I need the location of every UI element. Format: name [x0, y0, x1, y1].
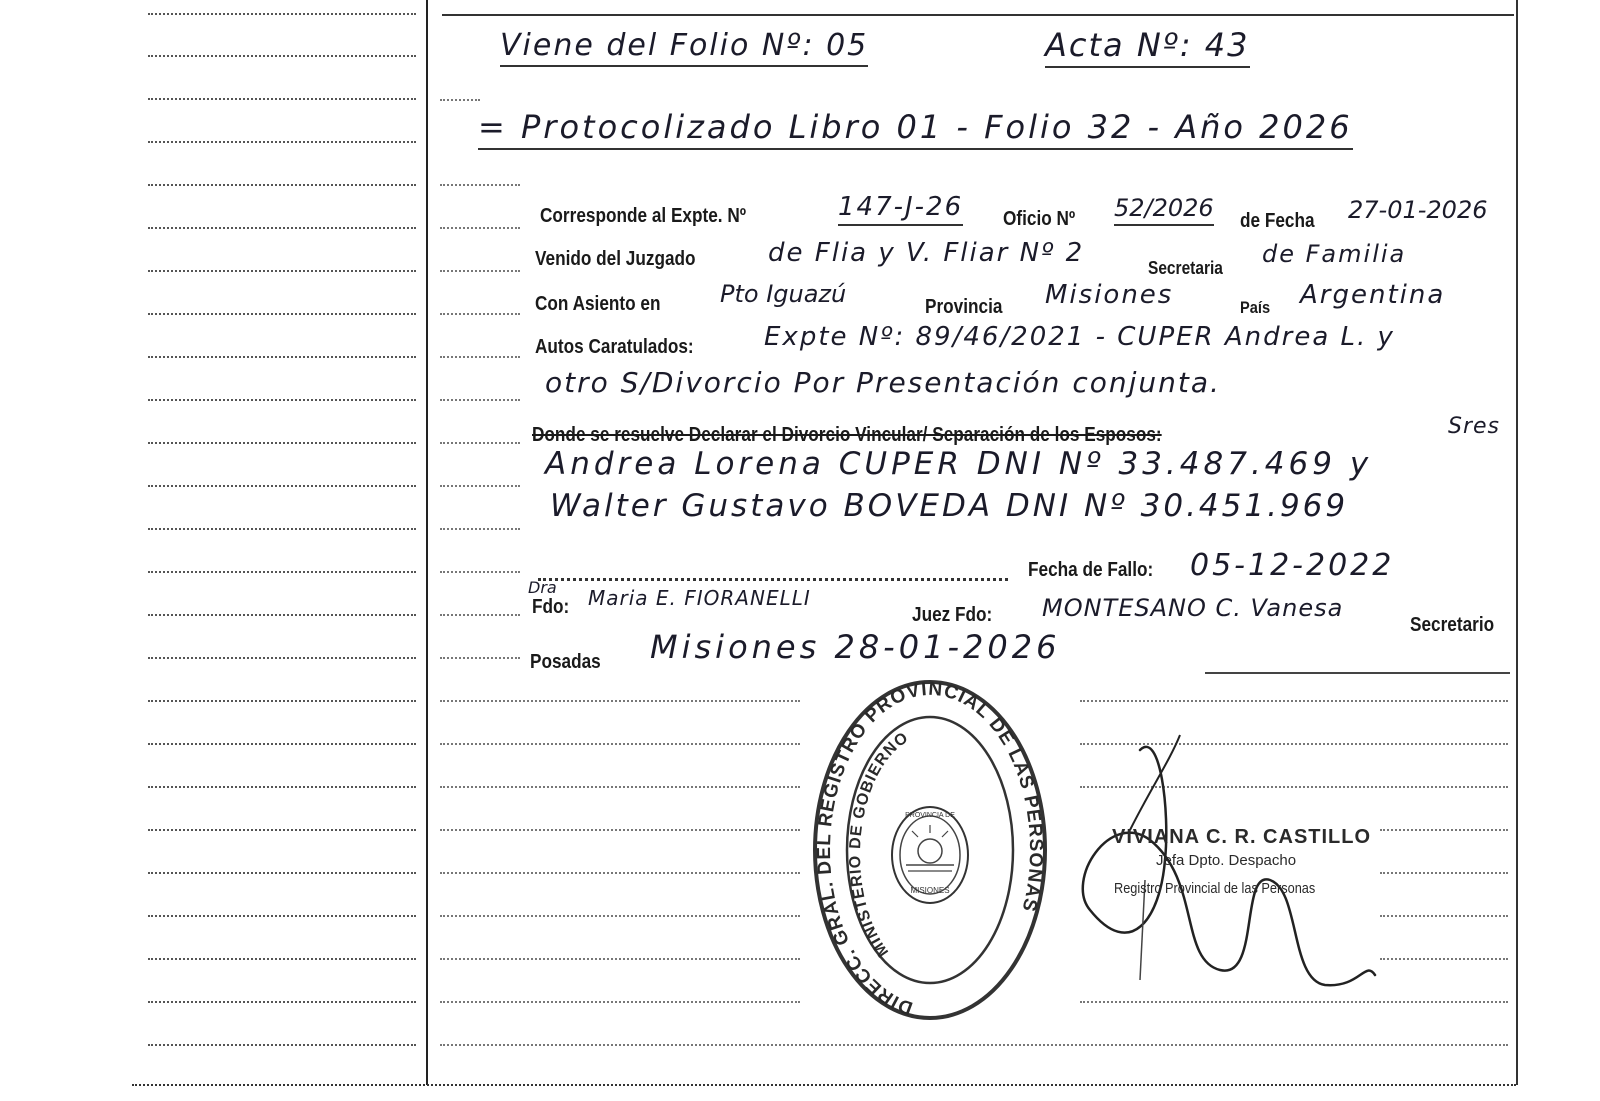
juez-value: MONTESANO C. Vanesa [1042, 594, 1344, 622]
juez-label: Juez Fdo: [912, 604, 993, 626]
expte-value: 147-J-26 [838, 192, 963, 226]
bottom-rule [132, 1084, 1516, 1086]
dra-prefix: Dra [528, 578, 557, 597]
secretaria-value: de Familia [1262, 240, 1407, 268]
protocolizado-line: = Protocolizado Libro 01 - Folio 32 - Año 2026 [478, 108, 1353, 150]
autos-value-1: Expte Nº: 89/46/2021 - CUPER Andrea L. y [764, 322, 1395, 352]
fecha-fallo-label: Fecha de Fallo: [1028, 559, 1154, 581]
seal-top-text: PROVINCIA DE [905, 812, 955, 819]
pais-label: País [1240, 298, 1271, 317]
esposo-2: Walter Gustavo BOVEDA DNI Nº 30.451.969 [550, 488, 1349, 524]
donde-label: Donde se resuelve Declarar el Divorcio Vincular/ Separación de los Esposos: [532, 424, 1162, 446]
fdo-value: Maria E. FIORANELLI [588, 586, 811, 610]
asiento-label: Con Asiento en [535, 293, 661, 315]
esposo-1: Andrea Lorena CUPER DNI Nº 33.487.469 y [545, 446, 1373, 482]
asiento-value: Pto Iguazú [720, 280, 847, 308]
viene-del-folio: Viene del Folio Nº: 05 [500, 28, 868, 67]
provincial-seal-icon [892, 807, 968, 903]
fecha-fallo-value: 05-12-2022 [1190, 548, 1395, 583]
fdo-label: Fdo: [532, 596, 570, 618]
juzgado-value: de Flia y V. Fliar Nº 2 [768, 238, 1085, 268]
stamp-inner-text: MINISTERIO DE GOBIERNO [846, 729, 912, 960]
acta-number: Acta Nº: 43 [1045, 26, 1250, 68]
stamp-outer-text: DIRECC. GRAL. DEL REGISTRO PROVINCIAL DE LAS PERSONAS [813, 678, 1047, 1019]
provincia-label: Provincia [925, 296, 1003, 318]
sres: Sres [1448, 414, 1501, 439]
seal-bottom-text: MISIONES [910, 886, 950, 895]
official-stamp [810, 675, 1050, 1025]
signatory-role: Jefa Dpto. Despacho [1156, 852, 1297, 869]
svg-text:MINISTERIO DE GOBIERNO [847, 729, 912, 960]
venido-label: Venido del Juzgado [535, 248, 696, 270]
posadas-value: Misiones 28-01-2026 [650, 628, 1061, 666]
fecha-label: de Fecha [1240, 210, 1315, 232]
corresponde-label: Corresponde al Expte. Nº [540, 205, 747, 227]
top-rule [442, 14, 1514, 16]
autos-label: Autos Caratulados: [535, 336, 694, 358]
signatory-office: Registro Provincial de las Personas [1114, 880, 1316, 897]
pais-value: Argentina [1300, 280, 1446, 310]
secretaria-label: Secretaria [1148, 258, 1223, 278]
margin-rule [426, 0, 428, 1085]
signatory-name: VIVIANA C. R. CASTILLO [1112, 826, 1372, 848]
signature-block [1070, 730, 1400, 1000]
right-border [1516, 0, 1518, 1085]
oficio-label: Oficio Nº [1003, 208, 1076, 230]
secretario-label: Secretario [1410, 614, 1495, 636]
autos-value-2: otro S/Divorcio Por Presentación conjunta. [545, 366, 1221, 399]
provincia-value: Misiones [1045, 280, 1174, 310]
posadas-label: Posadas [530, 651, 601, 673]
oficio-value: 52/2026 [1114, 194, 1214, 226]
fecha-value: 27-01-2026 [1348, 196, 1488, 224]
